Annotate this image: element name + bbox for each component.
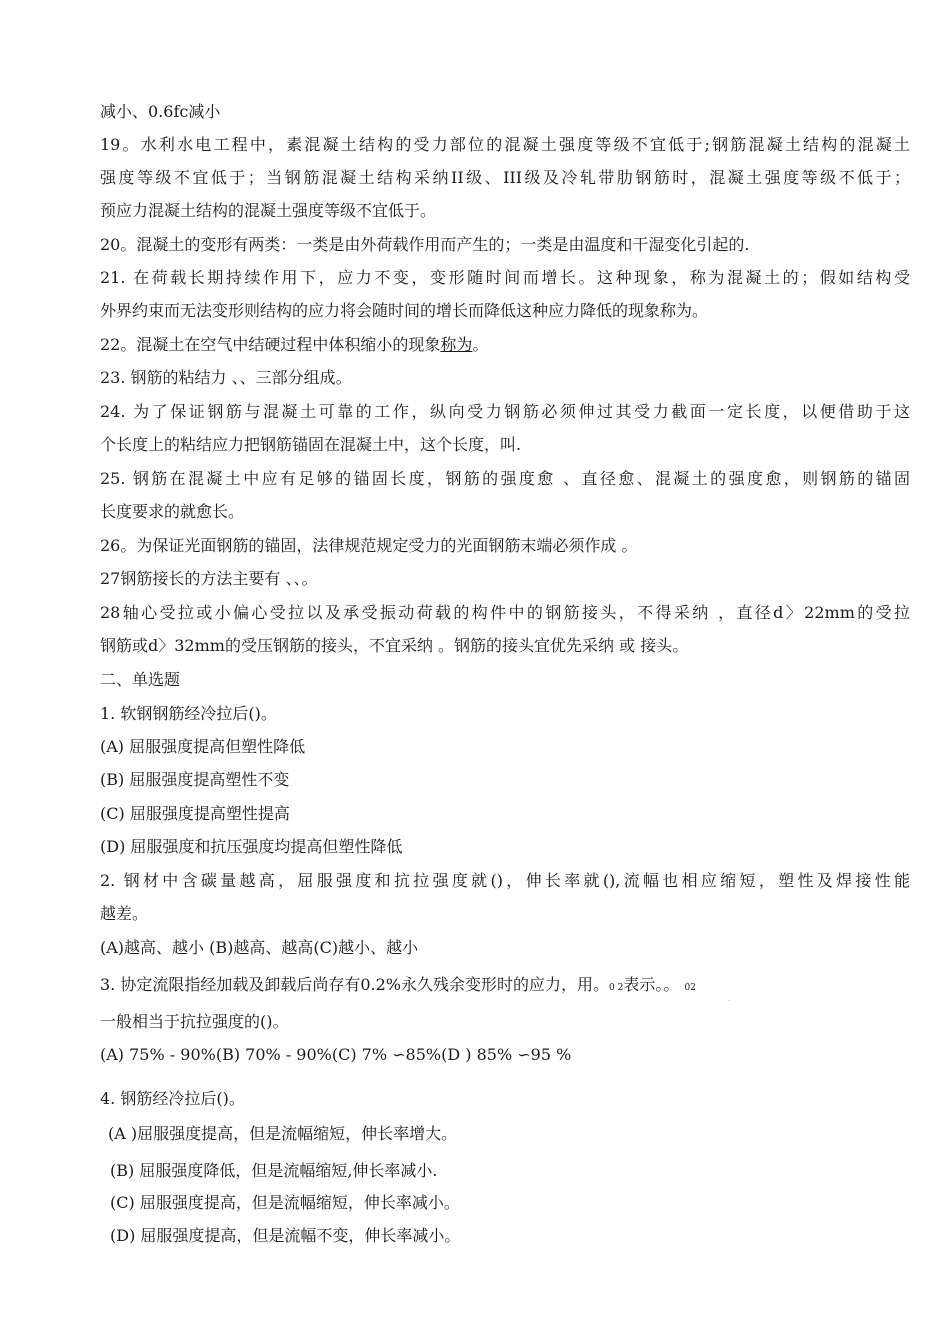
text-line: 一般相当于抗拉强度的()。 <box>100 1012 289 1031</box>
question: 4. 钢筋经冷拉后()。 <box>100 1089 245 1108</box>
option: (B) 屈服强度降低，但是流幅缩短,伸长率减小. <box>110 1161 438 1180</box>
option: (D) 屈服强度和抗压强度均提高但塑性降低 <box>100 837 403 856</box>
text-line: 24. 为了保证钢筋与混凝土可靠的工作，纵向受力钢筋必须伸过其受力截面一定长度，以便借助于这 <box>100 402 910 421</box>
option: (C) 屈服强度提高塑性提高 <box>100 804 290 823</box>
option: (A) 屈服强度提高但塑性降低 <box>100 737 306 756</box>
option: (D) 屈服强度提高，但是流幅不变，伸长率减小。 <box>110 1226 461 1245</box>
text-line: 19。水利水电工程中，素混凝土结构的受力部位的混凝土强度等级不宜低于;钢筋混凝土结构的混凝土 <box>100 135 910 154</box>
text-line: 强度等级不宜低于；当钢筋混凝土结构采纳II级、III级及冷轧带肋钢筋时，混凝土强度等级不低于； <box>100 168 910 187</box>
text-fragment: 。 <box>472 335 489 354</box>
option-row: (A) 75% - 90%(B) 70% - 90%(C) 7% ∽85%(D ) 85% ∽95 % <box>100 1045 572 1064</box>
text-line: 长度要求的就愈长。 <box>100 502 245 521</box>
option: (B) 屈服强度提高塑性不变 <box>100 770 290 789</box>
section-heading: 二、单选题 <box>100 670 181 689</box>
text-line: 27钢筋接长的方法主要有 、、。 <box>100 569 318 588</box>
text-line: 28轴心受拉或小偏心受拉以及承受振动荷载的构件中的钢筋接头，不得采纳 ，直径d〉22mm的受拉 <box>100 603 910 622</box>
subscript-text: 0 2 <box>609 983 624 993</box>
underlined-text: 称为 <box>440 335 473 354</box>
text-fragment: 表示。。 <box>623 975 680 994</box>
text-line: 越差。 <box>100 904 149 923</box>
question <box>100 975 696 998</box>
text-line: 23. 钢筋的粘结力 、、三部分组成。 <box>100 368 352 387</box>
option-row: (A)越高、越小 (B)越高、越高(C)越小、越小 <box>100 938 419 957</box>
text-line: 减小、0.6fc减小 <box>100 102 221 121</box>
text-line: 20。混凝土的变形有两类：一类是由外荷载作用而产生的；一类是由温度和干湿变化引起的. <box>100 235 750 254</box>
text-line: 预应力混凝土结构的混凝土强度等级不宜低于。 <box>100 201 437 220</box>
text-line: 外界约束而无法变形则结构的应力将会随时间的增长而降低这种应力降低的现象称为。 <box>100 301 709 320</box>
text-line: 钢筋或d〉32mm的受压钢筋的接头，不宜采纳 。钢筋的接头宜优先采纳 或 接头。 <box>100 636 689 655</box>
text-line: 26。为保证光面钢筋的锚固，法律规范规定受力的光面钢筋末端必须作成 。 <box>100 536 638 555</box>
option: (A )屈服强度提高，但是流幅缩短，伸长率增大。 <box>108 1124 458 1143</box>
text-line: 21. 在荷载长期持续作用下，应力不变，变形随时间而增长。这种现象，称为混凝土的；假如结构受 <box>100 268 910 287</box>
subscript-text: 02 <box>684 983 696 993</box>
question: 2. 钢材中含碳量越高，屈服强度和抗拉强度就()，伸长率就(),流幅也相应缩短，塑性及焊接性能 <box>100 871 910 890</box>
text-line: 个长度上的粘结应力把钢筋锚固在混凝土中，这个长度，叫. <box>100 435 522 454</box>
text-fragment: 3. 协定流限指经加载及卸载后尚存有0.2%永久残余变形时的应力，用。 <box>100 975 610 994</box>
question: 1. 软钢钢筋经冷拉后()。 <box>100 704 277 723</box>
text-line: 25. 钢筋在混凝土中应有足够的锚固长度，钢筋的强度愈 、直径愈、混凝土的强度愈，则钢筋的锚固 <box>100 469 910 488</box>
stray-mark: · <box>728 998 730 1005</box>
option: (C) 屈服强度提高，但是流幅缩短，伸长率减小。 <box>110 1193 460 1212</box>
text-line <box>100 335 488 355</box>
text-fragment: 22。混凝土在空气中结硬过程中体积缩小的现象 <box>100 335 441 354</box>
